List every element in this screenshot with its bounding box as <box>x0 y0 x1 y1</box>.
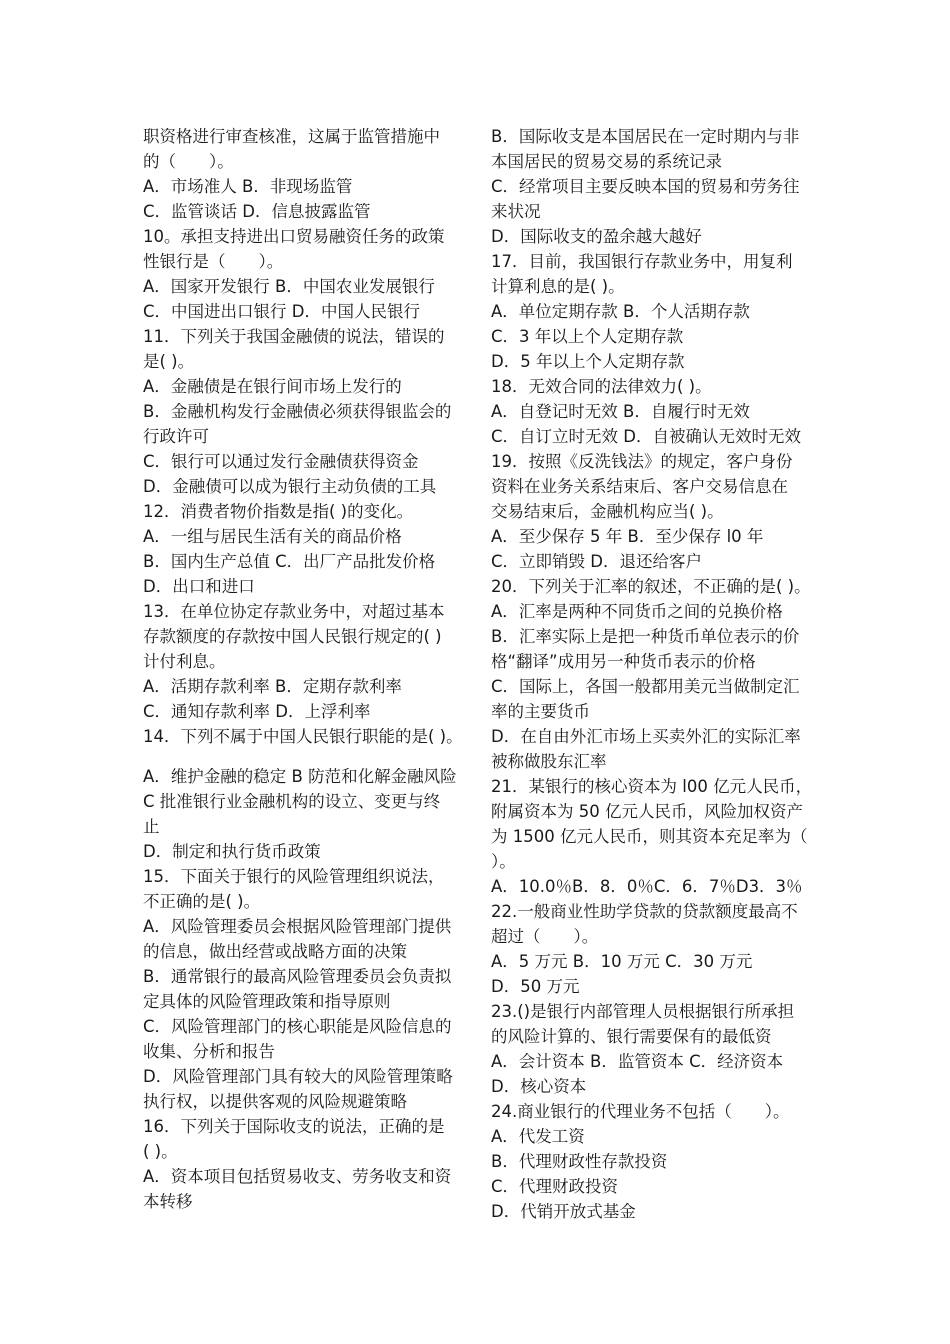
left-column-line: 收集、分析和报告 <box>143 1042 275 1061</box>
left-column-line: 14．下列不属于中国人民银行职能的是( )。 <box>143 727 463 746</box>
left-column-line: A．活期存款利率 B．定期存款利率 <box>143 677 402 696</box>
right-column-line: 24.商业银行的代理业务不包括（ ）。 <box>491 1102 790 1121</box>
left-column-line: C．中国进出口银行 D．中国人民银行 <box>143 302 420 321</box>
right-column-line: A．至少保存 5 年 B．至少保存 l0 年 <box>491 527 764 546</box>
right-column-line: C．代理财政投资 <box>491 1177 619 1196</box>
left-column-line: 计付利息。 <box>143 652 226 671</box>
right-column-line: A．单位定期存款 B．个人活期存款 <box>491 302 750 321</box>
right-column-line: C．国际上，各国一般都用美元当做制定汇 <box>491 677 800 696</box>
left-column-line: A．国家开发银行 B．中国农业发展银行 <box>143 277 435 296</box>
left-column-line: B．国内生产总值 C．出厂产品批发价格 <box>143 552 436 571</box>
right-column-line: 18．无效合同的法律效力( )。 <box>491 377 712 396</box>
right-column-line: 超过（ ）。 <box>491 927 599 946</box>
right-column-line: D．国际收支的盈余越大越好 <box>491 227 702 246</box>
right-column-line: 附属资本为 50 亿元人民币，风险加权资产 <box>491 802 803 821</box>
right-column-line: A．10.0％B．8．0％C．6．7％D3．3％ <box>491 877 803 896</box>
left-column-line: A．一组与居民生活有关的商品价格 <box>143 527 402 546</box>
right-column-line: 的风险计算的、银行需要保有的最低资 <box>491 1027 772 1046</box>
right-column-line: 本国居民的贸易交易的系统记录 <box>491 152 722 171</box>
left-column-line: 性银行是（ ）。 <box>143 252 284 271</box>
left-column-line: 是( )。 <box>143 352 195 371</box>
right-column-line: B．国际收支是本国居民在一定时期内与非 <box>491 127 800 146</box>
left-column-line: C．风险管理部门的核心职能是风险信息的 <box>143 1017 452 1036</box>
left-column-line: 13．在单位协定存款业务中，对超过基本 <box>143 602 445 621</box>
left-column-line: A．金融债是在银行间市场上发行的 <box>143 377 402 396</box>
left-column-line: ( )。 <box>143 1142 178 1161</box>
left-column-line: A．市场准人 B．非现场监管 <box>143 177 353 196</box>
left-column-line: A．维护金融的稳定 B 防范和化解金融风险 <box>143 767 457 786</box>
right-column-line: 计算利息的是( )。 <box>491 277 625 296</box>
right-column-line: 为 1500 亿元人民币，则其资本充足率为（ <box>491 827 808 846</box>
right-column-line: 被称做股东汇率 <box>491 752 607 771</box>
right-column-line: 19．按照《反洗钱法》的规定，客户身份 <box>491 452 793 471</box>
left-column-line: B．通常银行的最高风险管理委员会负责拟 <box>143 967 452 986</box>
left-column-line: 10。承担支持进出口贸易融资任务的政策 <box>143 227 445 246</box>
left-column-line: C．通知存款利率 D．上浮利率 <box>143 702 371 721</box>
left-column-line: D．金融债可以成为银行主动负债的工具 <box>143 477 437 496</box>
left-column-line: C．监管谈话 D．信息披露监管 <box>143 202 371 221</box>
right-column-line: D．在自由外汇市场上买卖外汇的实际汇率 <box>491 727 801 746</box>
right-column-line: D．50 万元 <box>491 977 580 996</box>
left-column-line: A．资本项目包括贸易收支、劳务收支和资 <box>143 1167 452 1186</box>
right-text-column <box>491 124 813 1224</box>
left-column-line: D．风险管理部门具有较大的风险管理策略 <box>143 1067 453 1086</box>
left-column-line: 行政许可 <box>143 427 209 446</box>
right-column-line: A．代发工资 <box>491 1127 585 1146</box>
right-column-line: 交易结束后，金融机构应当( )。 <box>491 502 724 521</box>
left-column-line: 定具体的风险管理政策和指导原则 <box>143 992 391 1011</box>
left-column-line: 的（ ）。 <box>143 152 234 171</box>
right-column-line: D．代销开放式基金 <box>491 1202 636 1221</box>
right-column-line: D．核心资本 <box>491 1077 587 1096</box>
left-column-line: A．风险管理委员会根据风险管理部门提供 <box>143 917 452 936</box>
right-column-line: 来状况 <box>491 202 541 221</box>
left-column-line <box>143 749 465 764</box>
right-column-line: 17．目前，我国银行存款业务中，用复利 <box>491 252 793 271</box>
right-column-line: C．3 年以上个人定期存款 <box>491 327 684 346</box>
right-column-line: 资料在业务关系结束后、客户交易信息在 <box>491 477 788 496</box>
left-column-line: 存款额度的存款按中国人民银行规定的( ) <box>143 627 442 646</box>
left-column-line: 16．下列关于国际收支的说法，正确的是 <box>143 1117 445 1136</box>
right-column-line: 格“翻译”成用另一种货币表示的价格 <box>491 652 756 671</box>
right-column-line: 率的主要货币 <box>491 702 590 721</box>
right-column-line: A．会计资本 B．监管资本 C．经济资本 <box>491 1052 784 1071</box>
right-column-line: B．汇率实际上是把一种货币单位表示的价 <box>491 627 800 646</box>
right-column-line: 22.一般商业性助学贷款的贷款额度最高不 <box>491 902 798 921</box>
left-column-line: 执行权，以提供客观的风险规避策略 <box>143 1092 407 1111</box>
left-column-line: D．制定和执行货币政策 <box>143 842 321 861</box>
left-text-column <box>143 124 465 1214</box>
left-column-line: 15．下面关于银行的风险管理组织说法， <box>143 867 445 886</box>
left-column-line: C．银行可以通过发行金融债获得资金 <box>143 452 419 471</box>
left-column-line: 止 <box>143 817 160 836</box>
left-column-line: 不正确的是( )。 <box>143 892 261 911</box>
left-column-line: 12．消费者物价指数是指( )的变化。 <box>143 502 414 521</box>
right-column-line: B．代理财政性存款投资 <box>491 1152 668 1171</box>
left-column-line: 的信息，做出经营或战略方面的决策 <box>143 942 407 961</box>
right-column-line: C．自订立时无效 D．自被确认无效时无效 <box>491 427 801 446</box>
right-column-line: C．经常项目主要反映本国的贸易和劳务往 <box>491 177 800 196</box>
left-column-line: B．金融机构发行金融债必须获得银监会的 <box>143 402 452 421</box>
right-column-line: 23.()是银行内部管理人员根据银行所承担 <box>491 1002 795 1021</box>
right-column-line: 20．下列关于汇率的叙述，不正确的是( )。 <box>491 577 811 596</box>
right-column-line: 21．某银行的核心资本为 l00 亿元人民币， <box>491 777 813 796</box>
right-column-line: ）。 <box>491 852 516 871</box>
right-column-line: A．自登记时无效 B．自履行时无效 <box>491 402 750 421</box>
right-column-line: D．5 年以上个人定期存款 <box>491 352 685 371</box>
left-column-line: 11．下列关于我国金融债的说法，错误的 <box>143 327 445 346</box>
left-column-line: 本转移 <box>143 1192 193 1211</box>
left-column-line: 职资格进行审查核准，这属于监管措施中 <box>143 127 440 146</box>
right-column-line: C．立即销毁 D．退还给客户 <box>491 552 702 571</box>
left-column-line: C 批准银行业金融机构的设立、变更与终 <box>143 792 441 811</box>
left-column-line: D．出口和进口 <box>143 577 255 596</box>
right-column-line: A．汇率是两种不同货币之间的兑换价格 <box>491 602 783 621</box>
right-column-line: A．5 万元 B．10 万元 C．30 万元 <box>491 952 753 971</box>
